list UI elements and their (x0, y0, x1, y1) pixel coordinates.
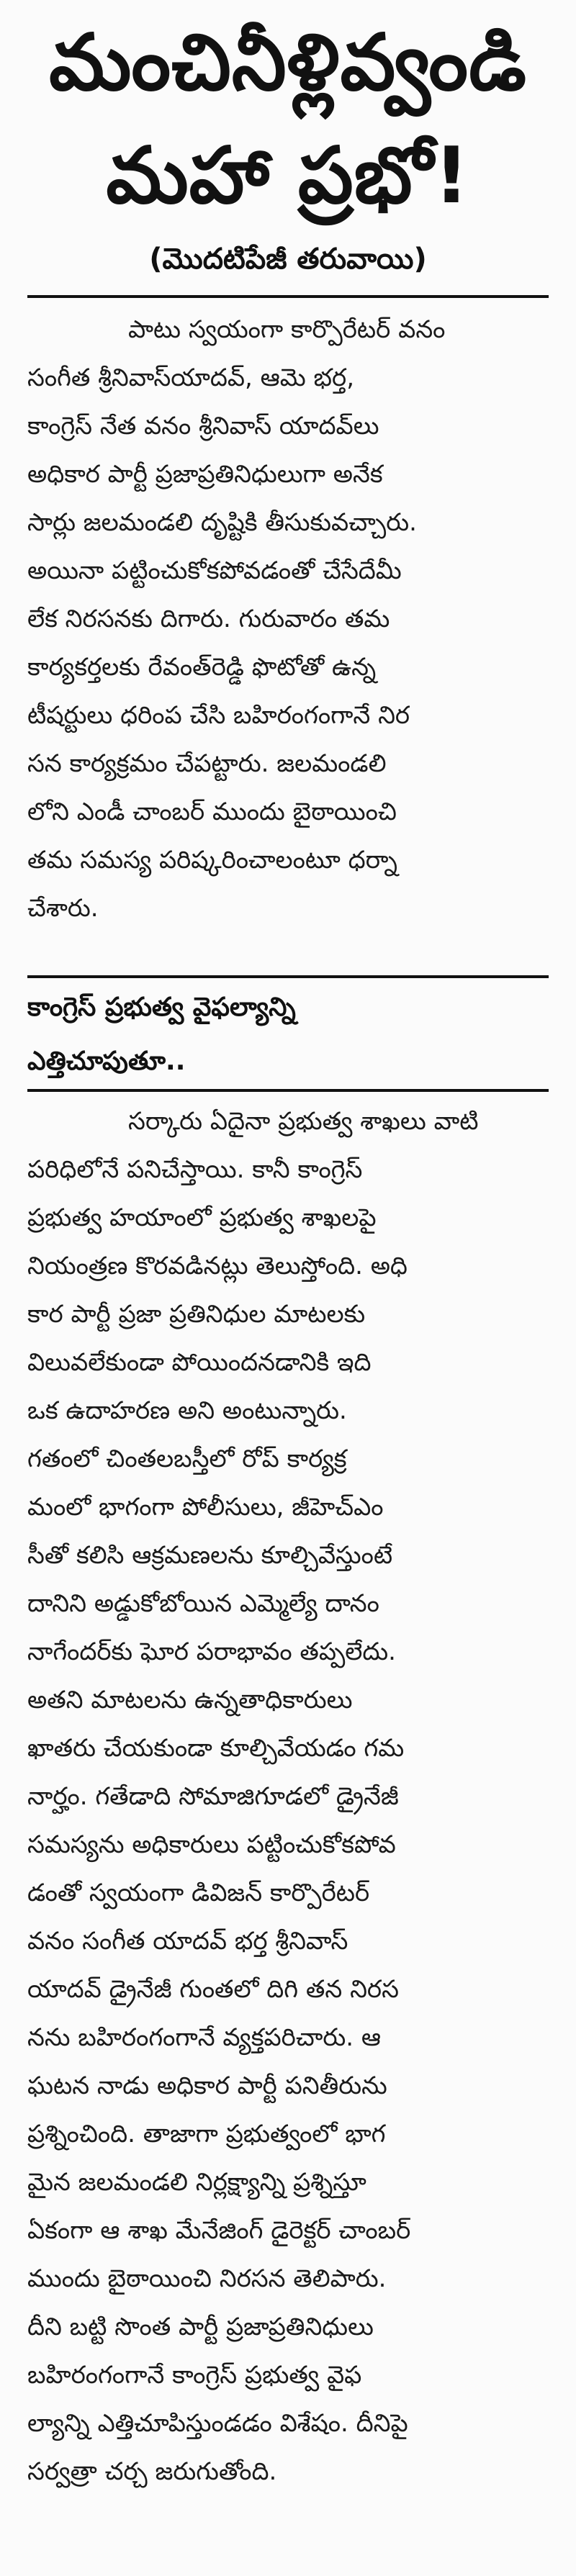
paragraph-line: ఏకంగా ఆ శాఖ మేనేజింగ్ డైరెక్టర్ చాంబర్ (27, 2216, 411, 2245)
continued-from-front-page: (మొదటిపేజీ తరువాయి) (149, 243, 427, 276)
paragraph-line: ల్యాన్ని ఎత్తిచూపిస్తుండడం విశేషం. దీనిపై (27, 2409, 408, 2438)
headline-line-2: మహా ప్రభో! (106, 131, 470, 221)
paragraph-line: ఒక ఉదాహరణ అని అంటున్నారు. (27, 1396, 347, 1425)
paragraph-line: డంతో స్వయంగా డివిజన్ కార్పొరేటర్ (27, 1879, 370, 1907)
paragraph-line: బహిరంగంగానే కాంగ్రెస్ ప్రభుత్వ వైఫ (27, 2361, 362, 2390)
paragraph-line: దీని బట్టి సొంత పార్టీ ప్రజాప్రతినిధులు (27, 2313, 374, 2341)
paragraph-line: సంగీత శ్రీనివాస్‌యాదవ్, ఆమె భర్త, (27, 363, 355, 392)
paragraph-line: ఘటన నాడు అధికార పార్టీ పనితీరును (27, 2071, 387, 2100)
paragraph-line: టీషర్టులు ధరింప చేసి బహిరంగంగానే నిర (27, 701, 410, 730)
paragraph-line: దానిని అడ్డుకోబోయిన ఎమ్మెల్యే దానం (27, 1589, 379, 1618)
paragraph-line: గతంలో చింతలబస్తీలో రోప్ కార్యక్ర (27, 1445, 347, 1473)
article-paragraph-2 (27, 1098, 549, 2496)
paragraph-line: నియంత్రణ కొరవడినట్లు తెలుస్తోంది. అధి (27, 1252, 408, 1280)
section-heading (27, 980, 549, 1088)
paragraph-line: మైన జలమండలి నిర్లక్ష్యాన్ని ప్రశ్నిస్తూ (27, 2168, 366, 2197)
headline-line-1: మంచినీళ్లివ్వండి (49, 18, 527, 108)
paragraph-line: చేశారు. (27, 894, 99, 923)
paragraph-line: నాగేందర్‌కు ఘోర పరాభావం తప్పలేదు. (27, 1637, 396, 1666)
paragraph-line: నార్హం. గతేడాది సోమాజిగూడలో డ్రైనేజీ (27, 1782, 399, 1811)
paragraph-line: అధికార పార్టీ ప్రజాప్రతినిధులుగా అనేక (27, 460, 383, 489)
section-heading-line-1: కాంగ్రెస్ ప్రభుత్వ వైఫల్యాన్ని (27, 993, 296, 1022)
paragraph-line: లోని ఎండీ చాంబర్ ముందు బైఠాయించి (27, 797, 397, 826)
paragraph-line: విలువలేకుండా పోయిందనడానికి ఇది (27, 1348, 372, 1377)
paragraph-line: ఖాతరు చేయకుండా కూల్చివేయడం గమ (27, 1734, 405, 1763)
paragraph-line: వనం సంగీత యాదవ్ భర్త శ్రీనివాస్ (27, 1927, 348, 1956)
paragraph-line: ప్రశ్నించింది. తాజాగా ప్రభుత్వంలో భాగ (27, 2120, 386, 2148)
divider-rule (27, 975, 549, 978)
paragraph-line: అతని మాటలను ఉన్నతాధికారులు (27, 1686, 353, 1714)
paragraph-line: మంలో భాగంగా పోలీసులు, జీహెచ్‌ఎం (27, 1493, 384, 1522)
paragraph-line: ప్రభుత్వ హయాంలో ప్రభుత్వ శాఖలపై (27, 1203, 377, 1232)
paragraph-line: పరిధిలోనే పనిచేస్తాయి. కానీ కాంగ్రెస్ (27, 1155, 363, 1184)
paragraph-line: సన కార్యక్రమం చేపట్టారు. జలమండలి (27, 749, 387, 778)
paragraph-line: కార పార్టీ ప్రజా ప్రతినిధుల మాటలకు (27, 1300, 366, 1329)
paragraph-line: పాటు స్వయంగా కార్పొరేటర్ వనం (128, 315, 446, 344)
paragraph-line: సమస్యను అధికారులు పట్టించుకోకపోవ (27, 1830, 396, 1859)
section-heading-line-2: ఎత్తిచూపుతూ.. (27, 1047, 186, 1076)
paragraph-line: కాంగ్రెస్ నేత వనం శ్రీనివాస్ యాదవ్‌లు (27, 412, 379, 440)
paragraph-line: సీతో కలిసి ఆక్రమణలను కూల్చివేస్తుంటే (27, 1541, 393, 1570)
paragraph-line: సర్వత్రా చర్చ జరుగుతోంది. (27, 2457, 277, 2486)
paragraph-line: యాదవ్ డ్రైనేజీ గుంతలో దిగి తన నిరస (27, 1975, 399, 2004)
paragraph-line: లేక నిరసనకు దిగారు. గురువారం తమ (27, 605, 390, 633)
divider-rule (27, 1089, 549, 1092)
paragraph-line: నను బహిరంగంగానే వ్యక్తపరిచారు. ఆ (27, 2023, 382, 2052)
paragraph-line: ముందు బైఠాయించి నిరసన తెలిపారు. (27, 2264, 387, 2293)
divider-rule (27, 295, 549, 298)
paragraph-line: అయినా పట్టించుకోకపోవడంతో చేసేదేమీ (27, 556, 402, 585)
paragraph-line: సర్కారు ఏదైనా ప్రభుత్వ శాఖలు వాటి (128, 1107, 479, 1136)
paragraph-line: కార్యకర్తలకు రేవంత్‌రెడ్డి ఫొటోతో ఉన్న (27, 653, 377, 682)
article-paragraph-1 (27, 306, 549, 933)
paragraph-line: తమ సమస్య పరిష్కరించాలంటూ ధర్నా (27, 846, 397, 875)
paragraph-line: సార్లు జలమండలి దృష్టికి తీసుకువచ్చారు. (27, 508, 417, 537)
